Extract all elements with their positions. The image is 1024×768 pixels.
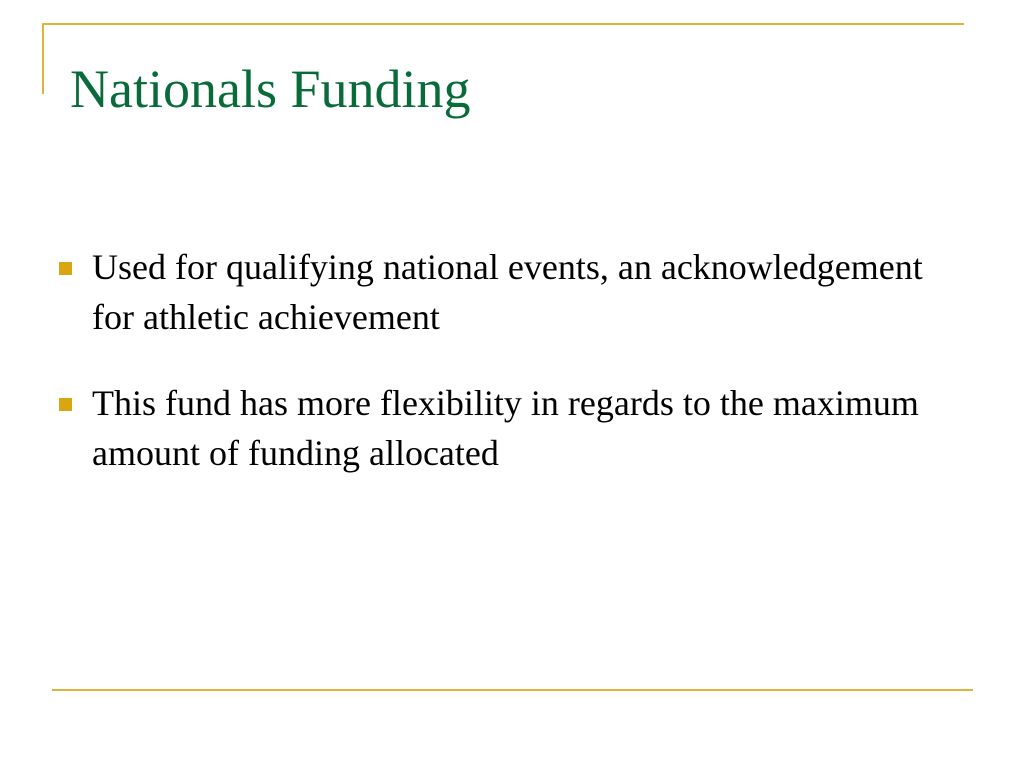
frame-top-rule	[42, 23, 964, 25]
bullet-text: This fund has more flexibility in regards to the maximum amount of funding allocated	[92, 383, 919, 473]
bullet-item	[92, 378, 962, 478]
footer-rule	[52, 689, 973, 691]
bullet-list	[92, 242, 962, 514]
bullet-text: Used for qualifying national events, an acknowledgement for athletic achievement	[92, 247, 923, 337]
slide-title: Nationals Funding	[70, 59, 471, 119]
frame-left-rule	[42, 23, 44, 94]
bullet-item	[92, 242, 962, 342]
square-bullet-icon	[59, 398, 72, 411]
square-bullet-icon	[59, 262, 72, 275]
